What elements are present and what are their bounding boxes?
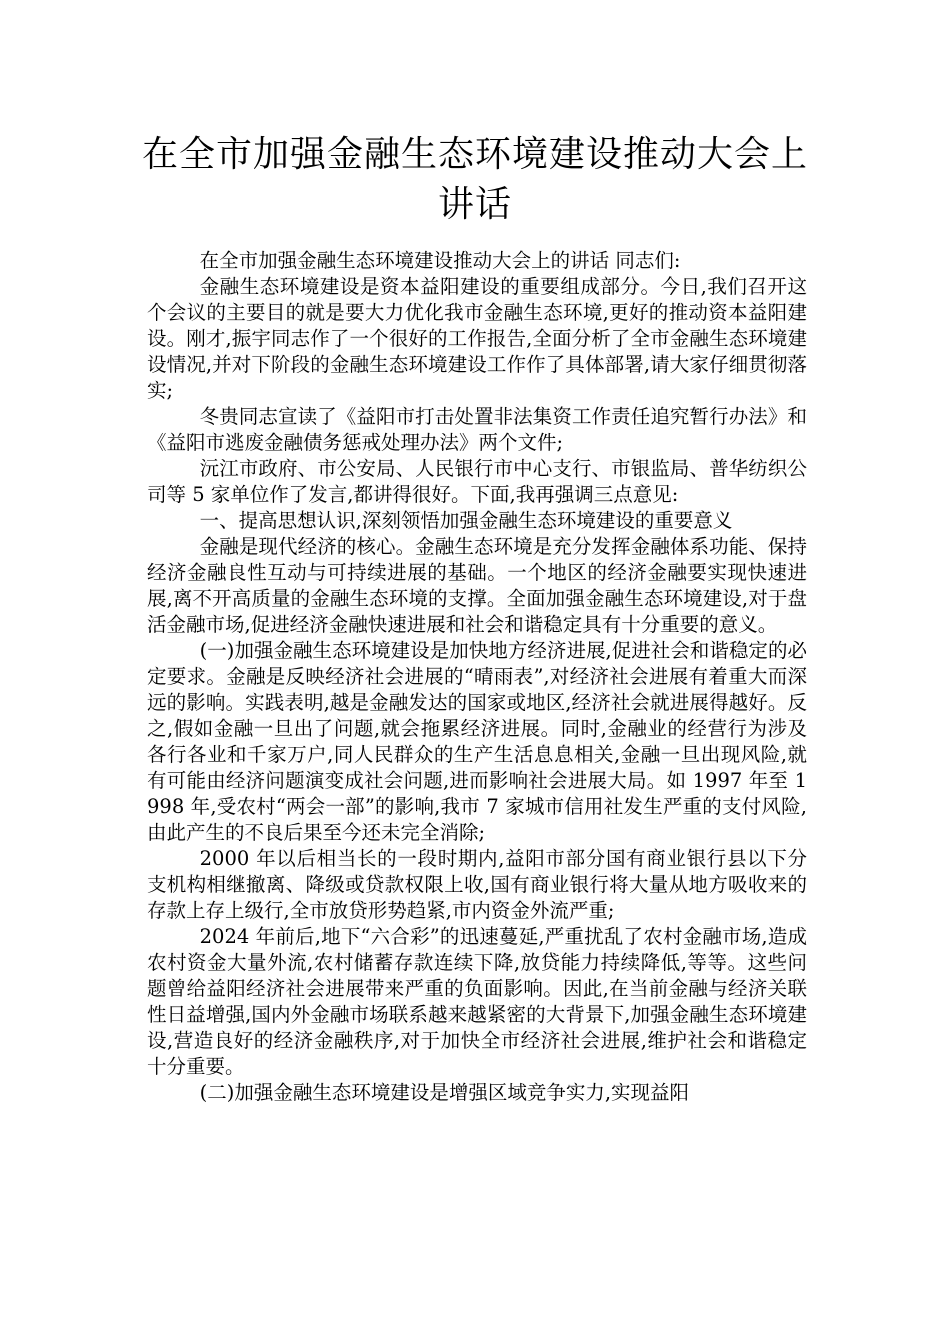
body-paragraph: 在全市加强金融生态环境建设推动大会上的讲话 同志们:	[199, 249, 681, 272]
body-paragraph: 2024 年前后,地下“六合彩”的迅速蔓延,严重扰乱了农村金融市场,造成农村资金大量外流,农村储蓄存款连续下降,放贷能力持续降低,等等。这些问题曾给益阳经济社会进展带来严重的负面影响。因此,在当前金融与经济关联性日益增强,国内外金融市场联系越来越紧密的大背景下,加强金融生态环境建设,营造良好的经济金融秩序,对于加快全市经济社会进展,维护社会和谐稳定十分重要。	[147, 925, 807, 1078]
body-paragraph: (一)加强金融生态环境建设是加快地方经济进展,促进社会和谐稳定的必定要求。金融是反映经济社会进展的“晴雨表”,对经济社会进展有着重大而深远的影响。实践表明,越是金融发达的国家或地区,经济社会就进展得越好。反之,假如金融一旦出了问题,就会拖累经济进展。同时,金融业的经营行为涉及各行各业和千家万户,同人民群众的生产生活息息相关,金融一旦出现风险,就有可能由经济问题演变成社会问题,进而影响社会进展大局。如 1997 年至 1998 年,受农村“两会一部”的影响,我市 7 家城市信用社发生严重的支付风险,由此产生的不良后果至今还未完全消除;	[147, 639, 807, 844]
section-heading: 一、提高思想认识,深刻领悟加强金融生态环境建设的重要意义	[199, 509, 733, 532]
body-paragraph: 冬贵同志宣读了《益阳市打击处置非法集资工作责任追究暂行办法》和《益阳市逃废金融债务惩戒处理办法》两个文件;	[147, 405, 807, 454]
body-paragraph: (二)加强金融生态环境建设是增强区域竞争实力,实现益阳	[199, 1081, 690, 1104]
body-paragraph: 2000 年以后相当长的一段时期内,益阳市部分国有商业银行县以下分支机构相继撤离、降级或贷款权限上收,国有商业银行将大量从地方吸收来的存款上存上级行,全市放贷形势趋紧,市内资金外流严重;	[147, 847, 807, 922]
body-paragraph: 沅江市政府、市公安局、人民银行市中心支行、市银监局、普华纺织公司等 5 家单位作了发言,都讲得很好。下面,我再强调三点意见:	[147, 457, 807, 506]
body-paragraph: 金融生态环境建设是资本益阳建设的重要组成部分。今日,我们召开这个会议的主要目的就是要大力优化我市金融生态环境,更好的推动资本益阳建设。刚才,振宇同志作了一个很好的工作报告,全面分析了全市金融生态环境建设情况,并对下阶段的金融生态环境建设工作作了具体部署,请大家仔细贯彻落实;	[147, 275, 807, 402]
document-title: 在全市加强金融生态环境建设推动大会上讲话	[141, 134, 808, 225]
body-paragraph: 金融是现代经济的核心。金融生态环境是充分发挥金融体系功能、保持经济金融良性互动与可持续进展的基础。一个地区的经济金融要实现快速进展,离不开高质量的金融生态环境的支撑。全面加强金融生态环境建设,对于盘活金融市场,促进经济金融快速进展和社会和谐稳定具有十分重要的意义。	[147, 535, 807, 636]
document-body	[147, 248, 807, 1106]
